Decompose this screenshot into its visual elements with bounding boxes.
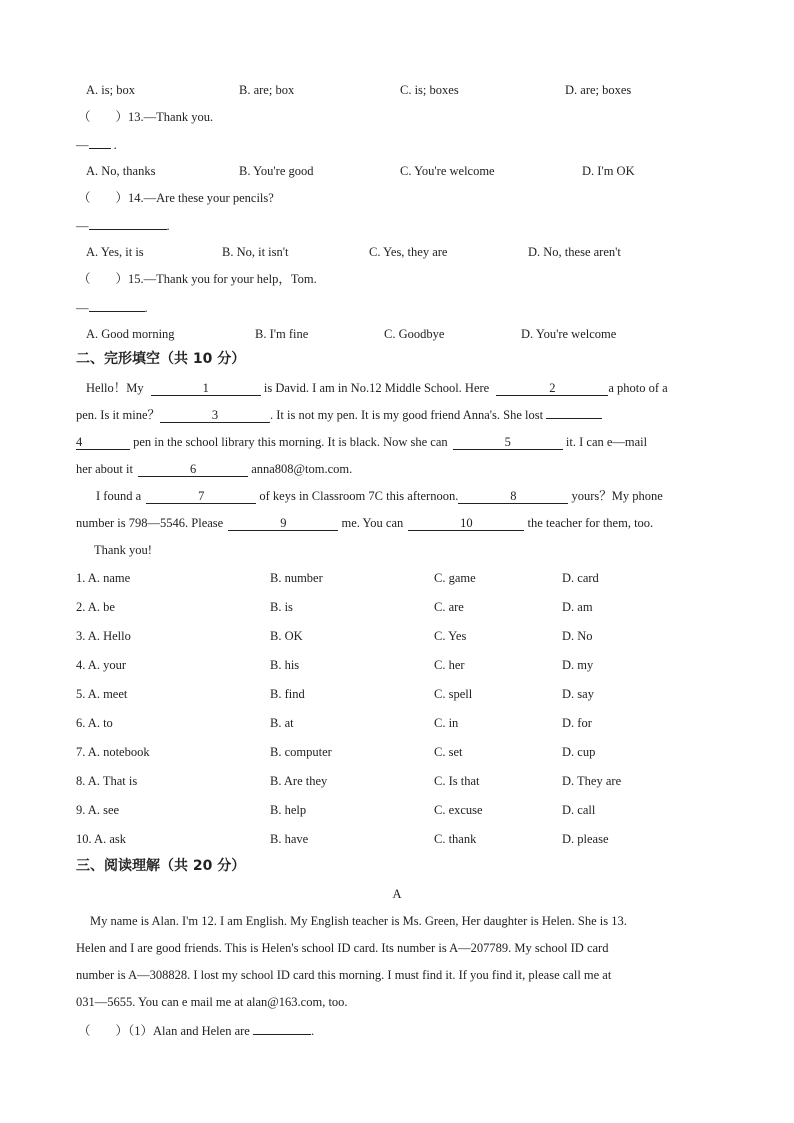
blank-3: 3	[160, 408, 270, 423]
passage-closing: Thank you!	[94, 543, 152, 557]
question-text: 14.—Are these your pencils?	[128, 191, 274, 205]
option-b: B. are; box	[239, 83, 295, 97]
passage-line: Hello！My 1 is David. I am in No.12 Middle School. Here 2 a photo of a	[86, 381, 668, 395]
blank-4-line	[546, 418, 602, 419]
passage-line: I found a 7 of keys in Classroom 7C this afternoon. 8 yours？My phone	[96, 489, 663, 503]
passage-label: A	[392, 887, 402, 901]
option-b: B. No, it isn't	[222, 245, 289, 259]
question-text: 15.—Thank you for your help，Tom.	[128, 272, 317, 286]
question-stem	[78, 190, 274, 206]
answer-paren: （ ）	[78, 272, 129, 286]
passage-line: Helen and I are good friends. This is Helen's school ID card. Its number is A—207789. My school ID card	[76, 941, 609, 955]
reply-dash: —	[76, 138, 89, 152]
passage-line: number is 798—5546. Please 9 me. You can 10 the teacher for them, too.	[76, 516, 654, 530]
option-a: A. No, thanks	[86, 164, 156, 178]
option-a: A. Good morning	[86, 327, 175, 341]
answer-blank	[253, 1022, 311, 1035]
answer-paren: （ ）	[78, 191, 129, 205]
passage-line: My name is Alan. I'm 12. I am English. My English teacher is Ms. Green, Her daughter is Helen. She is 13.	[90, 914, 627, 928]
option-a: A. Yes, it is	[86, 245, 144, 259]
option-c: C. Yes, they are	[369, 245, 448, 259]
blank-10: 10	[408, 516, 524, 531]
passage-line: her about it 6 anna808@tom.com.	[76, 462, 353, 476]
blank-6: 6	[138, 462, 248, 477]
answer-blank	[89, 299, 145, 312]
reply-dash: —	[76, 301, 89, 315]
passage-line: pen. Is it mine？ 3 . It is not my pen. It is my good friend Anna's. She lost	[76, 407, 602, 423]
reply-end: .	[144, 301, 148, 315]
reply-line	[76, 136, 117, 153]
answer-blank	[89, 217, 167, 230]
option-d: D. You're welcome	[521, 327, 617, 341]
option-c: C. is; boxes	[400, 83, 459, 97]
option-b: B. You're good	[239, 164, 314, 178]
option-c: C. You're welcome	[400, 164, 495, 178]
option-d: D. No, these aren't	[528, 245, 621, 259]
question-stem	[78, 109, 213, 125]
blank-1: 1	[151, 381, 261, 396]
answer-paren: （ ）	[78, 1024, 129, 1038]
passage-line: number is A—308828. I lost my school ID card this morning. I must find it. If you find it, please call me at	[76, 968, 612, 982]
reply-line	[76, 299, 148, 316]
question-text: 13.—Thank you.	[128, 110, 214, 124]
question-stem	[78, 271, 317, 287]
blank-8: 8	[458, 489, 568, 504]
section-title-reading: 三、阅读理解（共 20 分）	[76, 858, 246, 874]
answer-blank	[89, 136, 111, 149]
passage-line: 4 pen in the school library this morning. It is black. Now she can 5 it. I can e—mail	[76, 435, 648, 449]
blank-2: 2	[496, 381, 608, 396]
passage-line: 031—5655. You can e mail me at alan@163.com, too.	[76, 995, 348, 1009]
reading-question-1: （ ）（1）Alan and Helen are .	[78, 1024, 315, 1038]
question-text: （1）Alan and Helen are	[128, 1024, 250, 1038]
reply-end: .	[166, 219, 170, 233]
section-title-cloze: 二、完形填空（共 10 分）	[76, 351, 246, 367]
answer-paren: （ ）	[78, 110, 129, 124]
reply-line	[76, 217, 170, 234]
reply-dash: —	[76, 219, 89, 233]
reply-end: .	[110, 138, 117, 152]
option-a: A. is; box	[86, 83, 135, 97]
option-d: D. I'm OK	[582, 164, 635, 178]
option-d: D. are; boxes	[565, 83, 632, 97]
option-c: C. Goodbye	[384, 327, 445, 341]
option-b: B. I'm fine	[255, 327, 309, 341]
blank-5: 5	[453, 435, 563, 450]
blank-9: 9	[228, 516, 338, 531]
blank-7: 7	[146, 489, 256, 504]
blank-4: 4	[76, 435, 130, 450]
